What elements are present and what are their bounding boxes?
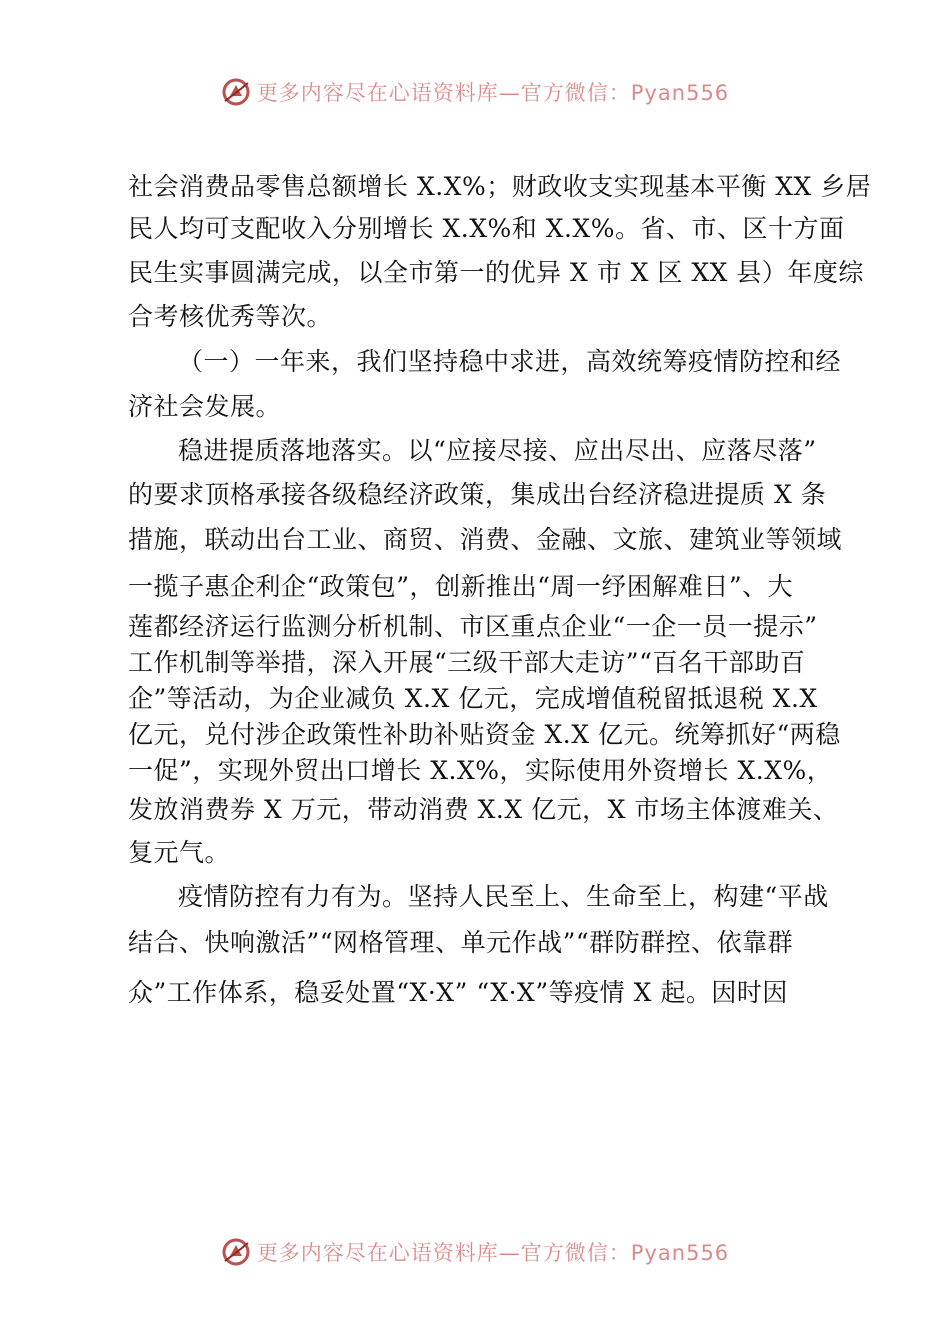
body-line: 结合、快响激活”“网格管理、单元作战”“群防群控、依靠群 (128, 928, 794, 957)
body-line: 合考核优秀等次。 (128, 302, 333, 331)
body-line: 企”等活动，为企业减负 X.X 亿元，完成增值税留抵退税 X.X (128, 684, 818, 713)
header-banner (0, 72, 950, 112)
section-heading-line: 济社会发展。 (128, 392, 282, 421)
body-line: 工作机制等举措，深入开展“三级干部大走访”“百名干部助百 (128, 648, 806, 677)
body-line: 措施，联动出台工业、商贸、消费、金融、文旅、建筑业等领域 (128, 525, 843, 554)
footer-banner-text: 更多内容尽在心语资料库—官方微信：Pyan556 (256, 1241, 730, 1265)
section-heading-line: （一）一年来，我们坚持稳中求进，高效统筹疫情防控和经 (178, 347, 842, 376)
footer-banner (0, 1232, 950, 1272)
body-line: 疫情防控有力有为。坚持人民至上、生命至上，构建“平战 (178, 882, 829, 911)
body-line: 复元气。 (128, 838, 231, 867)
body-line: 众”工作体系，稳妥处置“X·X” “X·X”等疫情 X 起。因时因 (128, 978, 788, 1007)
body-line: 发放消费券 X 万元，带动消费 X.X 亿元，X 市场主体渡难关、 (128, 795, 839, 824)
header-banner-text: 更多内容尽在心语资料库—官方微信：Pyan556 (256, 81, 730, 105)
logo-icon (221, 1237, 251, 1267)
body-line: 稳进提质落地落实。以“应接尽接、应出尽出、应落尽落” (178, 436, 817, 465)
body-line: 一揽子惠企利企“政策包”，创新推出“周一纾困解难日”、大 (128, 572, 794, 601)
body-line: 社会消费品零售总额增长 X.X%；财政收支实现基本平衡 XX 乡居 (128, 172, 872, 201)
body-line: 莲都经济运行监测分析机制、市区重点企业“一企一员一提示” (128, 612, 818, 641)
body-line: 亿元，兑付涉企政策性补助补贴资金 X.X 亿元。统筹抓好“两稳 (128, 720, 841, 749)
body-line: 民人均可支配收入分别增长 X.X%和 X.X%。省、市、区十方面 (128, 214, 845, 243)
body-line: 的要求顶格承接各级稳经济政策，集成出台经济稳进提质 X 条 (128, 480, 827, 509)
logo-icon (221, 77, 251, 107)
body-line: 民生实事圆满完成，以全市第一的优异 X 市 X 区 XX 县）年度综 (128, 258, 864, 287)
body-line: 一促”，实现外贸出口增长 X.X%，实际使用外资增长 X.X%， (128, 756, 833, 785)
